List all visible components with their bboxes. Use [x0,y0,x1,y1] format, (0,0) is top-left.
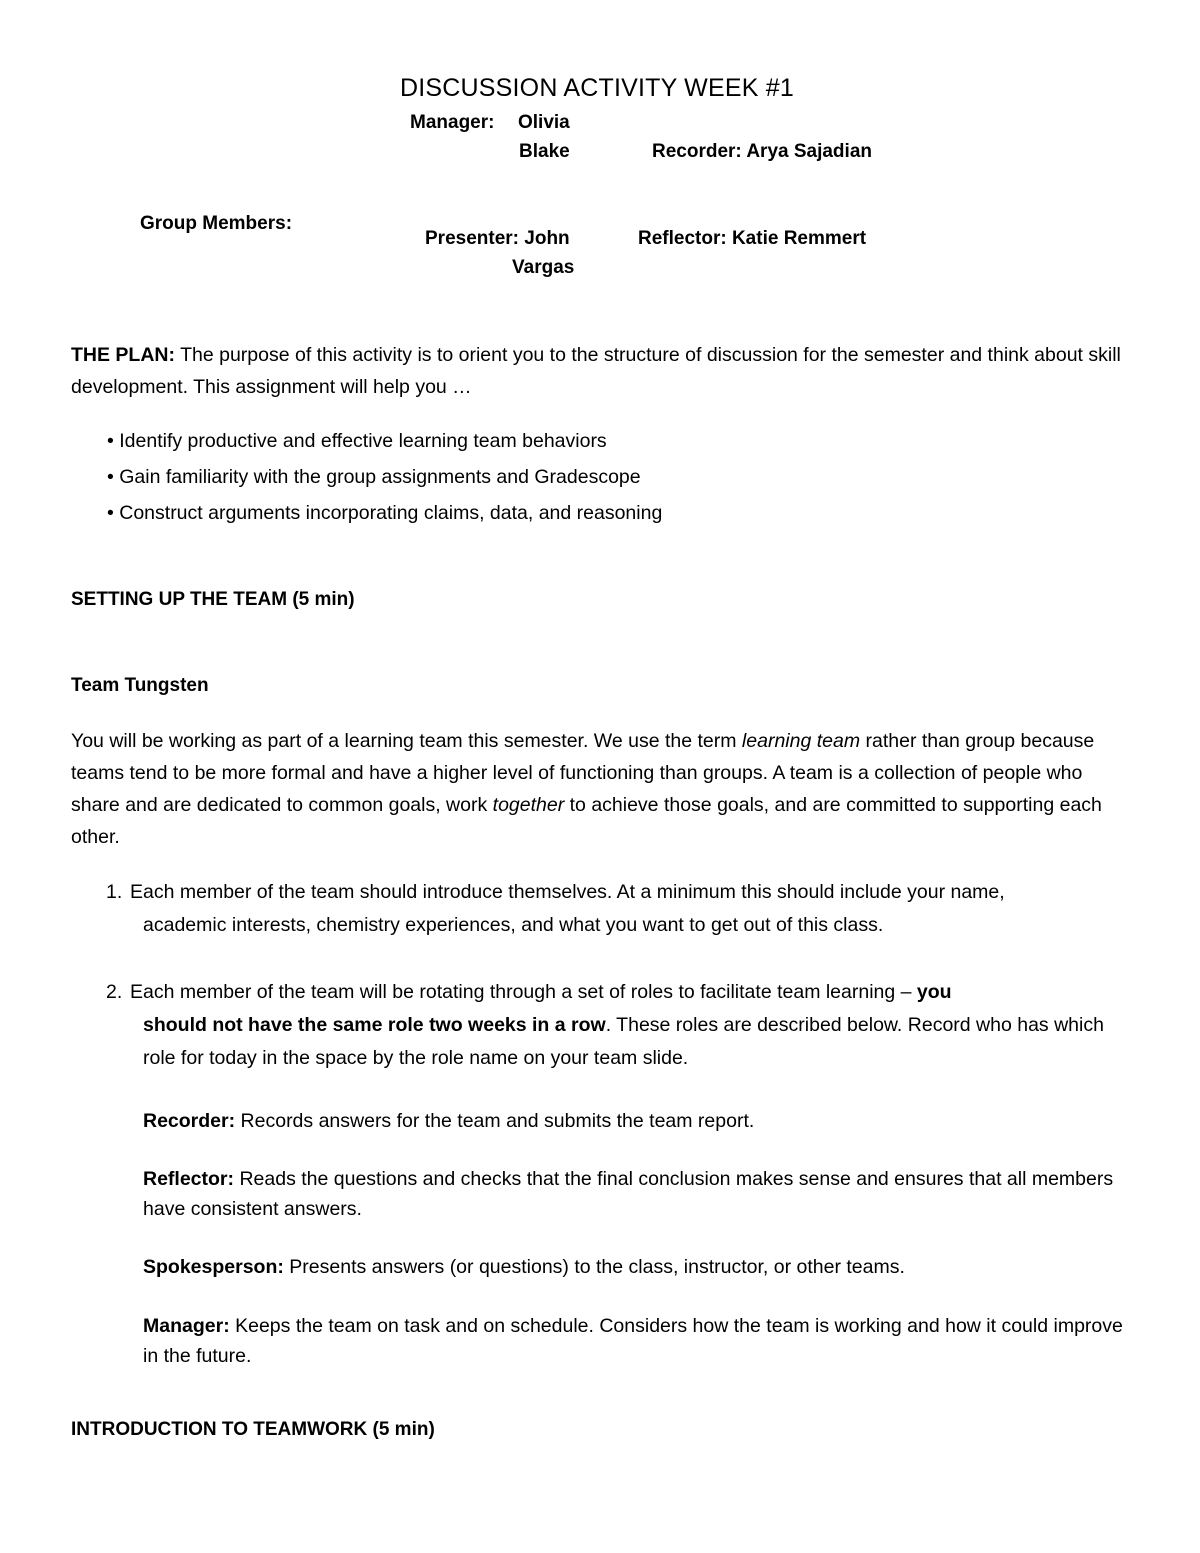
item-number: 1. [106,881,123,903]
role-description: Presents answers (or questions) to the class, instructor, or other teams. [283,1256,905,1278]
page-title: DISCUSSION ACTIVITY WEEK #1 [400,74,794,102]
item-emphasis: should not have the same role two weeks in a row [143,1014,606,1036]
item-text-continued [106,1009,1136,1075]
manager-label: Manager: [410,112,495,133]
numbered-item [106,876,1136,942]
manager-name-first: Olivia [518,112,570,133]
intro-text: You will be working as part of a learning team this semester. We use the term [71,730,742,752]
plan-bullet-text: Construct arguments incorporating claims, data, and reasoning [119,502,663,524]
plan-text: The purpose of this activity is to orient you to the structure of discussion for the semester and think about skill development. This assignment will help you … [71,344,1121,398]
role-definition-reflector [143,1164,1133,1224]
plan-bullet-text: Gain familiarity with the group assignments and Gradescope [119,466,641,488]
bullet-icon: • [107,502,114,524]
role-description: Reads the questions and checks that the final conclusion makes sense and ensures that all members have consistent answers. [143,1168,1114,1220]
item-text: Each member of the team should introduce themselves. At a minimum this should include your name, [130,881,1005,903]
recorder-assignment: Recorder: Arya Sajadian [652,141,872,162]
plan-label: THE PLAN: [71,344,175,366]
plan-paragraph [71,339,1136,403]
section-heading-setup: SETTING UP THE TEAM (5 min) [71,589,355,610]
plan-bullet-text: Identify productive and effective learning team behaviors [119,430,607,452]
item-text: Each member of the team will be rotating through a set of roles to facilitate team learning – [130,981,917,1003]
bullet-icon: • [107,466,114,488]
role-description: Records answers for the team and submits the team report. [235,1110,755,1132]
role-name: Spokesperson: [143,1256,284,1278]
item-text-continued: academic interests, chemistry experiences, and what you want to get out of this class. [143,914,884,936]
numbered-item [106,976,1136,1075]
role-name: Reflector: [143,1168,235,1190]
item-text: . These roles are described below. Record who has which role for today in the space by the role name on your team slide. [143,1014,1104,1069]
plan-bullet [107,466,641,489]
intro-text: to achieve those goals, and are committed to supporting each other. [71,794,1102,848]
intro-emphasis: together [492,794,565,816]
role-definition-manager [143,1311,1133,1371]
role-name: Manager: [143,1315,230,1337]
plan-bullet [107,502,662,525]
item-emphasis: you [916,981,952,1003]
team-intro-paragraph [71,725,1136,853]
section-heading-teamwork: INTRODUCTION TO TEAMWORK (5 min) [71,1419,435,1440]
intro-emphasis: learning team [741,730,861,752]
role-definition-recorder [143,1106,1133,1136]
reflector-assignment: Reflector: Katie Remmert [638,228,867,249]
intro-text: rather than group because teams tend to be more formal and have a higher level of functioning than groups. A team is a collection of people who share and are dedicated to common goals, work [71,730,1095,816]
group-members-label: Group Members: [140,213,293,234]
item-number: 2. [106,981,123,1003]
role-description: Keeps the team on task and on schedule. Considers how the team is working and how it could improve in the future. [143,1315,1123,1367]
plan-bullet [107,430,607,453]
bullet-icon: • [107,430,114,452]
manager-name-last: Blake [519,141,570,162]
team-name: Team Tungsten [71,675,209,696]
presenter-name-first: Presenter: John [425,228,570,249]
role-definition-spokesperson [143,1252,1133,1282]
presenter-name-last: Vargas [512,257,575,278]
role-name: Recorder: [143,1110,236,1132]
